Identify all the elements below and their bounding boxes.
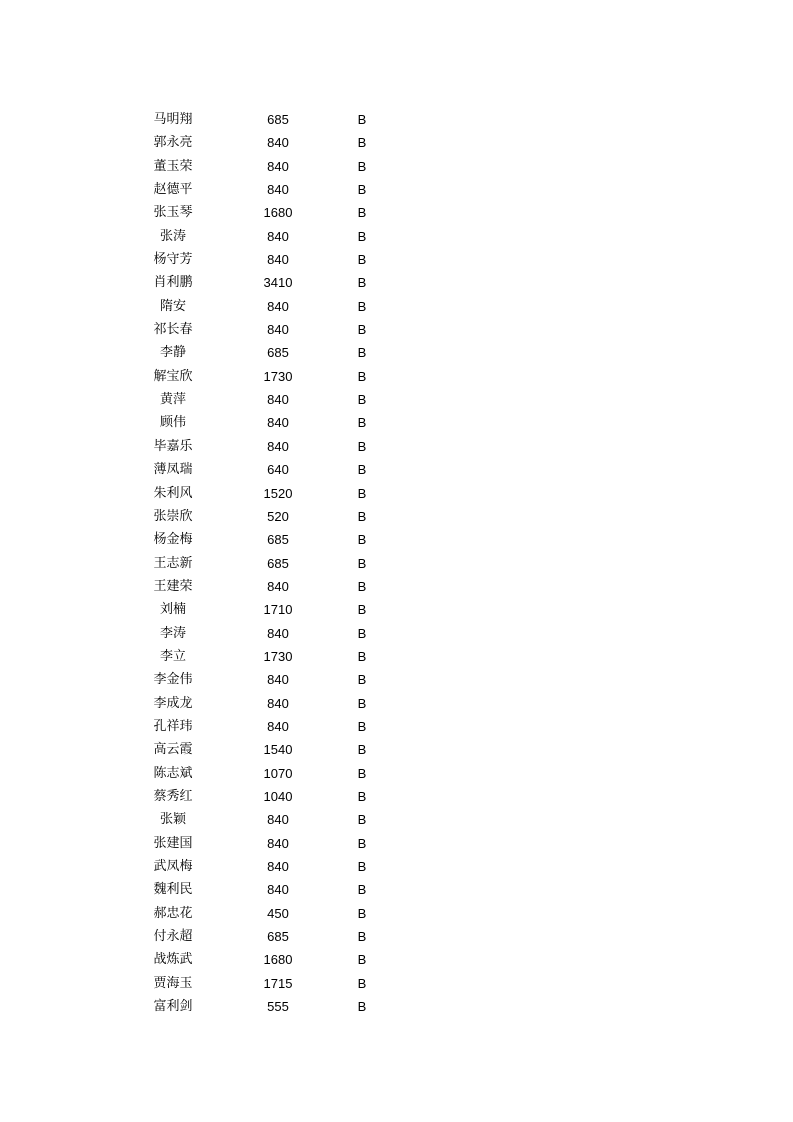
table-row (0, 832, 793, 855)
amount-cell: 1520 (263, 485, 293, 501)
name-cell: 李金伟 (153, 672, 193, 688)
table-row (0, 925, 793, 948)
name-cell: 朱利风 (153, 485, 193, 501)
amount-cell: 840 (267, 859, 289, 874)
amount-cell: 840 (267, 718, 289, 734)
name-cell: 贾海玉 (153, 975, 193, 991)
name-cell: 黄萍 (159, 392, 186, 408)
name-cell: 张建国 (153, 835, 193, 851)
grade-cell: B (357, 438, 367, 454)
name-cell: 付永超 (153, 929, 193, 945)
grade-cell: B (357, 765, 367, 781)
table-row (0, 948, 793, 971)
name-cell: 杨守芳 (153, 252, 193, 268)
name-cell: 高云霞 (153, 742, 193, 758)
grade-cell: B (357, 999, 367, 1015)
table-row (0, 995, 793, 1018)
grade-cell: B (357, 718, 367, 734)
amount-cell: 1680 (263, 205, 293, 221)
name-cell: 富利剑 (153, 999, 193, 1015)
table-row (0, 738, 793, 761)
grade-cell: B (357, 298, 367, 314)
amount-cell: 1730 (263, 368, 293, 384)
name-cell: 解宝欣 (153, 368, 193, 384)
amount-cell: 840 (267, 322, 289, 338)
name-cell: 李立 (159, 648, 186, 664)
name-cell: 孔祥玮 (153, 718, 193, 734)
grade-cell: B (357, 905, 367, 921)
name-cell: 张颖 (159, 812, 186, 828)
grade-cell: B (357, 929, 367, 945)
grade-cell: B (357, 835, 367, 851)
amount-cell: 840 (267, 812, 289, 828)
grade-cell: B (357, 485, 367, 501)
name-cell: 毕嘉乐 (153, 438, 193, 454)
name-cell: 武凤梅 (153, 859, 193, 874)
amount-cell: 840 (267, 695, 289, 711)
table-row (0, 435, 793, 458)
name-cell: 张涛 (159, 228, 186, 244)
table-row (0, 131, 793, 154)
table-row (0, 622, 793, 645)
table-row (0, 201, 793, 224)
grade-cell: B (357, 532, 367, 548)
grade-cell: B (357, 742, 367, 758)
amount-cell: 685 (267, 345, 289, 361)
table-row (0, 528, 793, 551)
grade-cell: B (357, 555, 367, 571)
amount-cell: 840 (267, 578, 289, 594)
name-cell: 马明翔 (153, 112, 193, 127)
amount-cell: 685 (267, 532, 289, 548)
table-row (0, 878, 793, 901)
name-cell: 魏利民 (153, 882, 193, 898)
table-row (0, 365, 793, 388)
grade-cell: B (357, 695, 367, 711)
table-row (0, 341, 793, 364)
grade-cell: B (357, 112, 367, 127)
amount-cell: 555 (267, 999, 289, 1015)
table-row (0, 482, 793, 505)
table-row (0, 808, 793, 831)
amount-cell: 840 (267, 438, 289, 454)
amount-cell: 685 (267, 555, 289, 571)
table-row (0, 668, 793, 691)
grade-cell: B (357, 602, 367, 618)
grade-cell: B (357, 158, 367, 174)
table-row (0, 902, 793, 925)
name-cell: 顾伟 (159, 415, 186, 431)
grade-cell: B (357, 882, 367, 898)
table-row (0, 785, 793, 808)
amount-cell: 840 (267, 228, 289, 244)
name-cell: 张崇欣 (153, 508, 193, 524)
table-row (0, 715, 793, 738)
amount-cell: 840 (267, 672, 289, 688)
table-row (0, 762, 793, 785)
grade-cell: B (357, 368, 367, 384)
table-row (0, 178, 793, 201)
table-row (0, 225, 793, 248)
name-cell: 李涛 (159, 625, 186, 641)
name-cell: 王建荣 (153, 578, 193, 594)
grade-cell: B (357, 975, 367, 991)
grade-cell: B (357, 182, 367, 198)
amount-cell: 840 (267, 135, 289, 151)
amount-cell: 840 (267, 182, 289, 198)
grade-cell: B (357, 252, 367, 268)
amount-cell: 840 (267, 882, 289, 898)
name-cell: 李静 (159, 345, 186, 361)
table-row (0, 692, 793, 715)
grade-cell: B (357, 415, 367, 431)
data-table (0, 108, 793, 1018)
grade-cell: B (357, 392, 367, 408)
name-cell: 战炼武 (153, 952, 193, 968)
amount-cell: 840 (267, 252, 289, 268)
table-row (0, 552, 793, 575)
table-row (0, 295, 793, 318)
grade-cell: B (357, 135, 367, 151)
table-row (0, 575, 793, 598)
amount-cell: 840 (267, 835, 289, 851)
grade-cell: B (357, 462, 367, 478)
grade-cell: B (357, 788, 367, 804)
name-cell: 杨金梅 (153, 532, 193, 548)
amount-cell: 685 (267, 929, 289, 945)
name-cell: 刘楠 (159, 602, 186, 618)
amount-cell: 1680 (263, 952, 293, 968)
name-cell: 陈志斌 (153, 765, 193, 781)
table-row (0, 972, 793, 995)
table-row (0, 598, 793, 621)
table-row (0, 318, 793, 341)
table-row (0, 388, 793, 411)
table-row (0, 108, 793, 131)
name-cell: 李成龙 (153, 695, 193, 711)
name-cell: 张玉琴 (153, 205, 193, 221)
name-cell: 董玉荣 (153, 158, 193, 174)
table-row (0, 505, 793, 528)
name-cell: 祁长春 (153, 322, 193, 338)
grade-cell: B (357, 322, 367, 338)
table-row (0, 855, 793, 878)
grade-cell: B (357, 812, 367, 828)
grade-cell: B (357, 625, 367, 641)
grade-cell: B (357, 345, 367, 361)
name-cell: 隋安 (159, 298, 186, 314)
grade-cell: B (357, 952, 367, 968)
grade-cell: B (357, 508, 367, 524)
amount-cell: 450 (267, 905, 289, 921)
amount-cell: 1730 (263, 648, 293, 664)
table-row (0, 411, 793, 434)
name-cell: 郝忠花 (153, 905, 193, 921)
amount-cell: 640 (267, 462, 289, 478)
grade-cell: B (357, 859, 367, 874)
amount-cell: 1070 (263, 765, 293, 781)
grade-cell: B (357, 205, 367, 221)
name-cell: 肖利鹏 (153, 275, 193, 291)
grade-cell: B (357, 672, 367, 688)
name-cell: 王志新 (153, 555, 193, 571)
name-cell: 赵德平 (153, 182, 193, 198)
amount-cell: 840 (267, 298, 289, 314)
name-cell: 薄凤瑞 (153, 462, 193, 478)
table-row (0, 155, 793, 178)
amount-cell: 520 (267, 508, 289, 524)
grade-cell: B (357, 578, 367, 594)
amount-cell: 3410 (263, 275, 293, 291)
amount-cell: 1715 (263, 975, 293, 991)
table-row (0, 458, 793, 481)
table-row (0, 271, 793, 294)
amount-cell: 1540 (263, 742, 293, 758)
amount-cell: 685 (267, 112, 289, 127)
amount-cell: 840 (267, 625, 289, 641)
grade-cell: B (357, 275, 367, 291)
name-cell: 郭永亮 (153, 135, 193, 151)
table-row (0, 248, 793, 271)
grade-cell: B (357, 228, 367, 244)
amount-cell: 840 (267, 158, 289, 174)
amount-cell: 1710 (263, 602, 293, 618)
amount-cell: 840 (267, 415, 289, 431)
amount-cell: 840 (267, 392, 289, 408)
table-row (0, 645, 793, 668)
grade-cell: B (357, 648, 367, 664)
name-cell: 蔡秀红 (153, 788, 193, 804)
amount-cell: 1040 (263, 788, 293, 804)
